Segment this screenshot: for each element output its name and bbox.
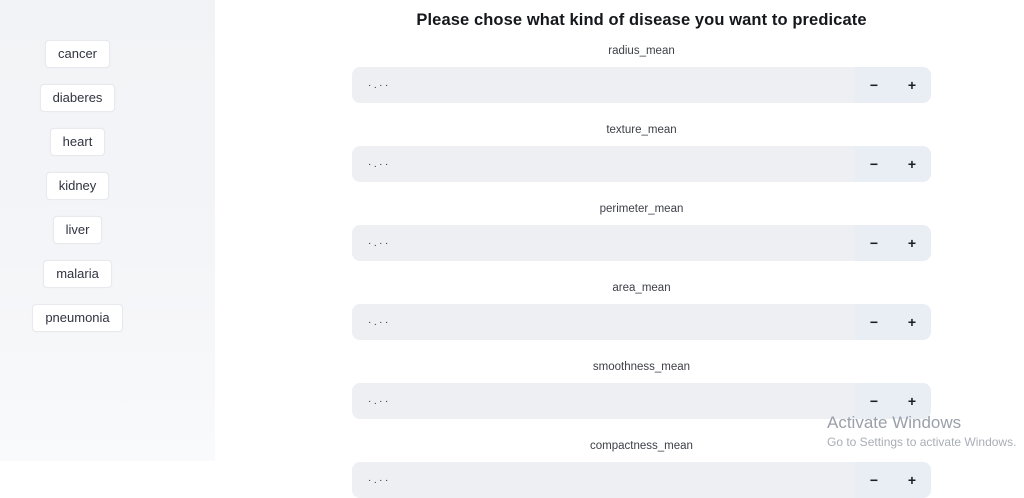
watermark-title: Activate Windows <box>827 413 962 432</box>
sidebar-item-diaberes[interactable]: diaberes <box>40 84 116 112</box>
field-label: smoothness_mean <box>592 361 691 373</box>
stepper <box>855 383 931 419</box>
number-input-perimeter-mean <box>352 225 931 261</box>
stepper <box>855 462 931 498</box>
sidebar-item-heart[interactable]: heart <box>50 128 106 156</box>
field-label: texture_mean <box>606 124 677 136</box>
field-row-smoothness-mean <box>352 361 931 419</box>
stepper <box>855 67 931 103</box>
number-input-value[interactable]: ·.·· <box>352 383 855 419</box>
increment-button[interactable]: + <box>893 225 931 261</box>
sidebar-item-cancer[interactable]: cancer <box>45 40 110 68</box>
sidebar-item-kidney[interactable]: kidney <box>46 172 110 200</box>
number-input-smoothness-mean <box>352 383 931 419</box>
number-input-radius-mean <box>352 67 931 103</box>
decrement-button[interactable]: − <box>855 146 893 182</box>
increment-button[interactable]: + <box>893 146 931 182</box>
decrement-button[interactable]: − <box>855 225 893 261</box>
field-label: perimeter_mean <box>599 203 684 215</box>
number-input-area-mean <box>352 304 931 340</box>
sidebar <box>0 0 215 461</box>
decrement-button[interactable]: − <box>855 304 893 340</box>
field-row-compactness-mean <box>352 440 931 498</box>
sidebar-item-malaria[interactable]: malaria <box>43 260 112 288</box>
main-content <box>215 0 1024 488</box>
field-row-texture-mean <box>352 124 931 182</box>
field-row-area-mean <box>352 282 931 340</box>
field-row-radius-mean <box>352 45 931 103</box>
increment-button[interactable]: + <box>893 462 931 498</box>
watermark-subtitle: Go to Settings to activate Windows. <box>827 435 1017 449</box>
field-label: area_mean <box>612 282 671 294</box>
decrement-button[interactable]: − <box>855 383 893 419</box>
increment-button[interactable]: + <box>893 383 931 419</box>
stepper <box>855 304 931 340</box>
stepper <box>855 225 931 261</box>
sidebar-item-pneumonia[interactable]: pneumonia <box>32 304 122 332</box>
number-input-value[interactable]: ·.·· <box>352 462 855 498</box>
field-row-perimeter-mean <box>352 203 931 261</box>
stepper <box>855 146 931 182</box>
page-title: Please chose what kind of disease you want to predicate <box>416 11 867 29</box>
number-input-compactness-mean <box>352 462 931 498</box>
number-input-value[interactable]: ·.·· <box>352 304 855 340</box>
increment-button[interactable]: + <box>893 67 931 103</box>
sidebar-item-liver[interactable]: liver <box>53 216 103 244</box>
sidebar-button-list <box>0 40 155 332</box>
decrement-button[interactable]: − <box>855 462 893 498</box>
decrement-button[interactable]: − <box>855 67 893 103</box>
number-input-texture-mean <box>352 146 931 182</box>
field-label: compactness_mean <box>590 440 693 452</box>
number-input-value[interactable]: ·.·· <box>352 67 855 103</box>
increment-button[interactable]: + <box>893 304 931 340</box>
number-input-value[interactable]: ·.·· <box>352 225 855 261</box>
field-label: radius_mean <box>608 45 675 57</box>
number-input-value[interactable]: ·.·· <box>352 146 855 182</box>
